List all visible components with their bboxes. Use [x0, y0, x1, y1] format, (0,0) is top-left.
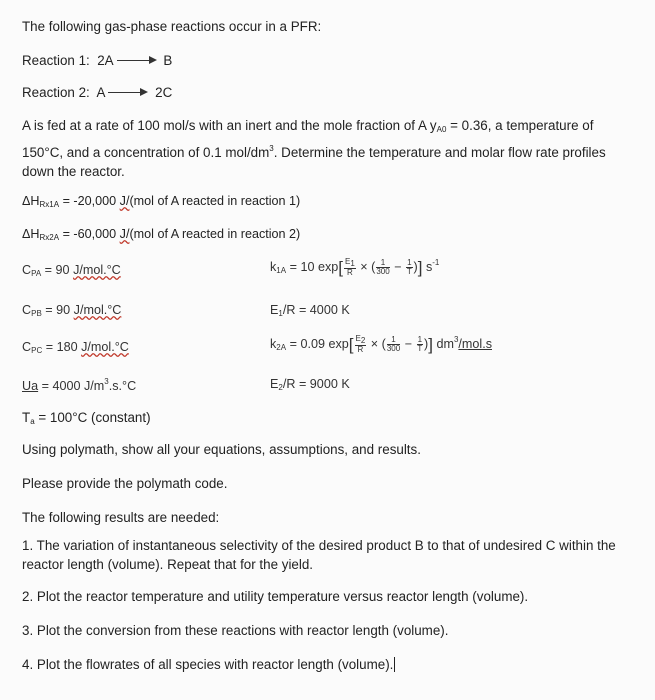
e1-over-r-fraction: [344, 258, 356, 277]
k2-value: = 0.09 exp: [286, 337, 349, 351]
frac-den: T: [417, 344, 423, 354]
inv-300-fraction: [376, 259, 389, 276]
param-e2: [270, 377, 350, 392]
ua-unit-sup: 3: [104, 377, 109, 386]
reaction-2-label: Reaction 2:: [22, 85, 90, 100]
inv-t-fraction: [406, 259, 412, 276]
frac-num: E: [345, 257, 351, 267]
k1-unit-sup: -1: [432, 258, 440, 267]
delta-h-sub: Rx2A: [39, 233, 60, 242]
e1-sub: 1: [278, 309, 283, 318]
cpb-symbol: C: [22, 303, 32, 317]
reaction-1: [22, 51, 641, 70]
inv-300-fraction: [387, 336, 400, 353]
enthalpy-rx1: [22, 192, 641, 214]
param-k2: [270, 335, 492, 355]
problem-text-2: = 0.36, a temperature of 150°C, and a concentration of 0.1 mol/dm: [22, 118, 594, 160]
cube-superscript: 3: [269, 144, 274, 153]
ua-unit: J/m: [83, 379, 105, 393]
k1-symbol: k: [270, 260, 277, 274]
param-e1: [270, 303, 350, 318]
ua-value: = 4000: [38, 379, 84, 393]
reaction-1-lhs: 2A: [97, 53, 114, 68]
reaction-2: [22, 83, 641, 102]
k2-unit-a: dm: [432, 337, 454, 351]
times-text: × (: [367, 337, 386, 351]
ta-value: = 100°C (constant): [34, 410, 151, 425]
param-cpa: [22, 263, 121, 278]
cpa-value: = 90: [41, 263, 74, 277]
cpc-sub: PC: [31, 346, 43, 355]
e1-symbol: E: [270, 303, 279, 317]
bracket-close: ]: [428, 335, 433, 354]
frac-num: 1: [417, 335, 423, 345]
ua-unit-rest: .s.°C: [108, 379, 137, 393]
cpc-value: = 180: [42, 340, 82, 354]
frac-num-sub: 1: [350, 259, 355, 269]
frac-num: 1: [376, 259, 389, 268]
paren-close: ): [413, 260, 418, 274]
delta-h-symbol: ΔH: [22, 227, 40, 241]
delta-h-rest: (mol of A reacted in reaction 2): [129, 227, 301, 241]
frac-den: R: [357, 345, 364, 355]
delta-h-sub: Rx1A: [39, 200, 60, 209]
task-4-text: 4. Plot the flowrates of all species with reactor length (volume).: [22, 657, 394, 672]
frac-num: 1: [387, 336, 400, 345]
e2-value: /R = 9000 K: [282, 377, 350, 391]
arrow-icon: [117, 55, 157, 65]
delta-h-rest: (mol of A reacted in reaction 1): [129, 194, 301, 208]
frac-den: 300: [376, 267, 390, 277]
text-cursor: [394, 657, 395, 672]
ta-symbol: T: [22, 410, 31, 425]
inv-t-fraction: [417, 336, 423, 353]
problem-text-3: . Determine the temperature and molar flow rate profiles down the reactor.: [22, 145, 606, 179]
task-2: 2. Plot the reactor temperature and utility temperature versus reactor length (volume).: [22, 589, 529, 604]
e1-value: /R = 4000 K: [282, 303, 350, 317]
delta-h-value: = -60,000: [59, 227, 120, 241]
e2-sub: 2: [278, 383, 283, 392]
instruction-results: The following results are needed:: [22, 510, 220, 525]
k1-sub: 1A: [276, 266, 287, 275]
cpa-symbol: C: [22, 263, 32, 277]
k2-unit-sup: 3: [453, 335, 459, 344]
minus-text: −: [401, 337, 416, 351]
delta-h-value: = -20,000: [59, 194, 120, 208]
e2-symbol: E: [270, 377, 279, 391]
task-3: 3. Plot the conversion from these reactions with reactor length (volume).: [22, 623, 449, 638]
task-1: 1. The variation of instantaneous selectivity of the desired product B to that of undesired C within the reactor length (volume). Repeat that for the yield.: [22, 538, 616, 572]
reaction-1-rhs: B: [163, 53, 173, 68]
frac-num: E: [355, 334, 361, 344]
problem-statement: [22, 116, 632, 181]
k2-sub: 2A: [276, 343, 287, 352]
bracket-close: ]: [417, 258, 423, 277]
cpc-unit: J/mol.°C: [81, 340, 129, 354]
k2-unit-b: /mol.s: [458, 337, 492, 351]
param-cpc: [22, 340, 129, 355]
e2-over-r-fraction: [355, 335, 367, 354]
reaction-2-lhs: A: [96, 85, 106, 100]
frac-num: 1: [407, 258, 412, 268]
bracket-open: [: [348, 335, 354, 354]
frac-den: 300: [386, 344, 401, 354]
arrow-icon: [108, 87, 148, 97]
frac-num-sub: 2: [360, 336, 366, 346]
times-text: × (: [356, 260, 376, 274]
reaction-2-rhs: 2C: [155, 85, 173, 100]
delta-h-unit: J/: [119, 194, 130, 208]
ta-sub: a: [30, 417, 35, 426]
delta-h-symbol: ΔH: [22, 194, 40, 208]
instruction-code: Please provide the polymath code.: [22, 476, 228, 491]
instruction-polymath: Using polymath, show all your equations, assumptions, and results.: [22, 442, 421, 457]
problem-text-1: A is fed at a rate of 100 mol/s with an inert and the mole fraction of A y: [22, 118, 437, 133]
delta-h-unit: J/: [119, 227, 130, 241]
cpb-unit: J/mol.°C: [73, 303, 122, 317]
k2-symbol: k: [270, 337, 277, 351]
param-ua: [22, 377, 136, 393]
param-k1: [270, 258, 439, 278]
param-ta: [22, 408, 641, 431]
param-cpb: [22, 303, 121, 318]
k1-value: = 10 exp: [286, 260, 339, 274]
frac-den: T: [406, 267, 412, 277]
enthalpy-rx2: [22, 225, 641, 247]
task-4: [22, 655, 641, 674]
cpa-unit: J/mol.°C: [73, 263, 121, 277]
paren-close: ): [424, 337, 429, 351]
bracket-open: [: [338, 258, 343, 277]
frac-den: R: [347, 268, 353, 278]
cpb-sub: PB: [31, 309, 42, 318]
ua-symbol: Ua: [22, 379, 39, 393]
cpc-symbol: C: [22, 340, 32, 354]
minus-text: −: [390, 260, 406, 274]
ya0-subscript: A0: [436, 125, 447, 134]
intro-text: The following gas-phase reactions occur in a PFR:: [22, 19, 322, 34]
cpa-sub: PA: [31, 269, 42, 278]
reaction-1-label: Reaction 1:: [22, 53, 90, 68]
k1-unit: s: [422, 260, 433, 274]
cpb-value: = 90: [41, 303, 74, 317]
